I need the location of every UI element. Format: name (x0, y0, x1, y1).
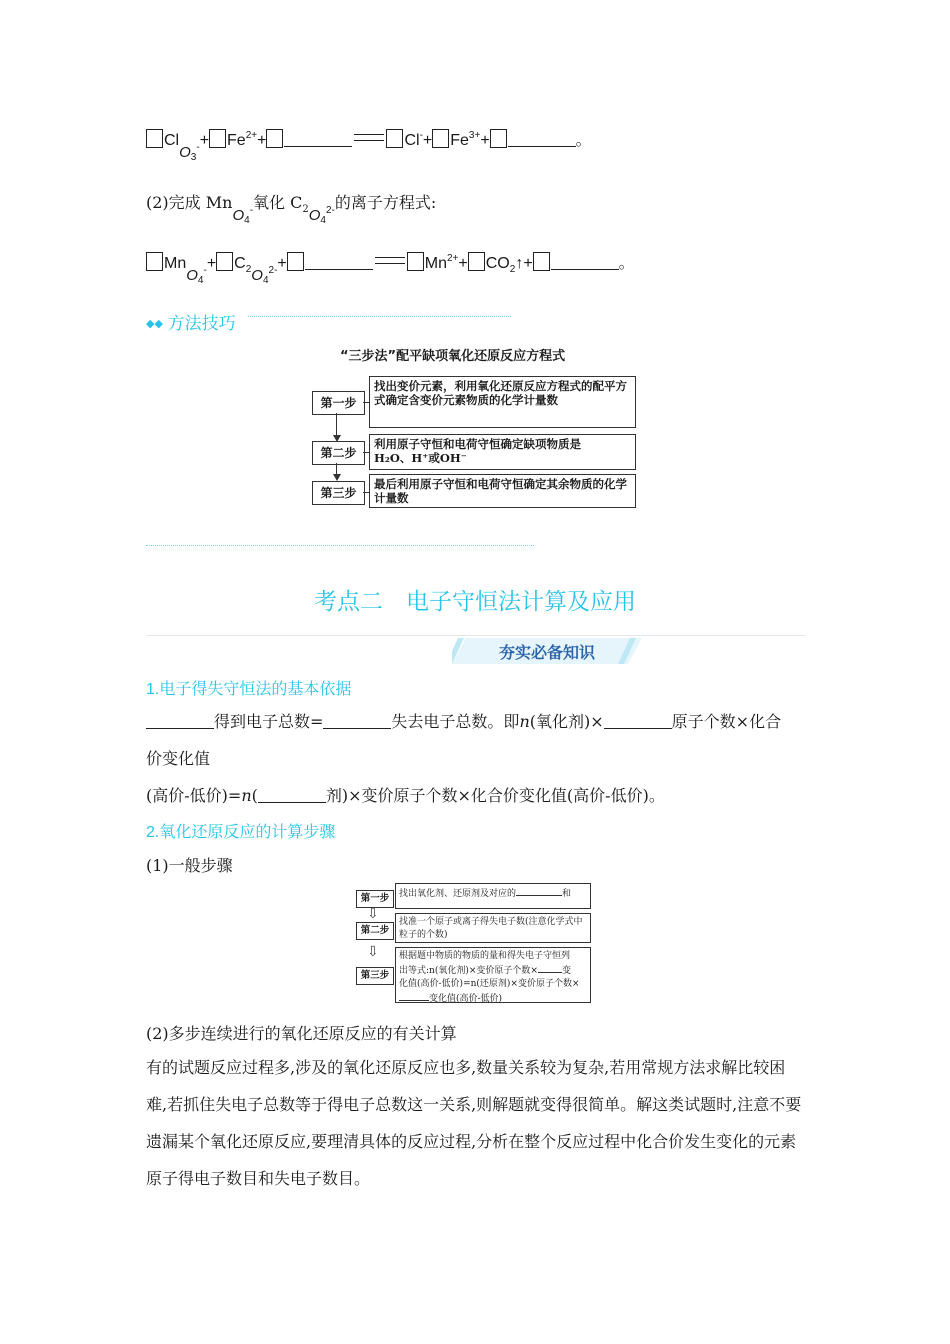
answer-blank[interactable] (508, 132, 576, 147)
diamond-icon: ◆◆ (146, 318, 163, 330)
d2-step-1-box: 找出氧化剂、还原剂及对应的 和 (395, 883, 591, 909)
coefficient-box (468, 252, 485, 271)
answer-blank[interactable] (284, 132, 352, 147)
coefficient-box (146, 129, 163, 148)
answer-blank[interactable] (551, 255, 619, 270)
coefficient-box (216, 252, 233, 271)
heading-1: 1.电子得失守恒法的基本依据 (146, 681, 352, 698)
step-2-label: 第二步 (312, 441, 365, 465)
d2-step-3-box: 根据题中物质的物质的量和得失电子守恒列 出等式:n(氧化剂)×变价原子个数× 变 化值(高价-低价)=n(还原剂)×变价原子个数× 变化值(高价-低价) (395, 947, 591, 1003)
banner-text: 夯实必备知识 (498, 643, 595, 662)
chem-symbol: Cl (164, 132, 180, 149)
paragraph-1-line-3: (高价-低价)=n( 剂)×变价原子个数×化合价变化值(高价-低价)。 (146, 786, 665, 805)
step-3-box: 最后利用原子守恒和电荷守恒确定其余物质的化学计量数 (369, 474, 636, 508)
step-2-box: 利用原子守恒和电荷守恒确定缺项物质是 H₂O、H⁺或OH⁻ (369, 434, 636, 470)
answer-blank[interactable] (538, 963, 562, 973)
answer-blank[interactable] (399, 991, 429, 1001)
plus-sign: + (199, 132, 210, 149)
equation-2: $MnO_4^-+ C_2O_4^{2-}+ Mn^{2+}+$ $CO_2↑+$ 。 (146, 250, 635, 286)
section-divider (146, 545, 534, 546)
subheading-1: (1)一般步骤 (146, 856, 233, 875)
coefficient-box (533, 252, 550, 271)
diagram-title: “三步法”配平缺项氧化还原反应方程式 (340, 349, 566, 364)
d2-step-2-label: 第二步 (356, 922, 394, 940)
coefficient-box (287, 252, 304, 271)
paragraph-1-line-1: 得到电子总数= 失去电子总数。即n(氧化剂)× 原子个数×化合 (146, 709, 781, 732)
answer-blank[interactable] (305, 255, 373, 270)
hollow-down-arrow-icon: ⇩ (367, 906, 379, 922)
arrow-head-icon (333, 474, 341, 481)
coefficient-box (146, 252, 163, 271)
answer-blank[interactable] (604, 714, 672, 729)
section-title: 考点二 电子守恒法计算及应用 (314, 588, 636, 614)
paragraph-2: 有的试题反应过程多,涉及的氧化还原反应也多,数量关系较为复杂,若用常规方法求解比较困难,若抓住失电子总数等于得电子总数这一关系,则解题就变得很简单。解这类试题时,注意不要遗漏某个氧化还原反应,要理清具体的反应过程,分析在整个反应过程中化合价发生变化的元素原子得电子数目和失电子数目。 (146, 1058, 802, 1188)
answer-blank[interactable] (323, 714, 391, 729)
d2-step-2-box: 找准一个原子或离子得失电子数(注意化学式中粒子的个数) (395, 913, 591, 943)
coefficient-box (490, 129, 507, 148)
equals-sign (375, 257, 405, 264)
method-heading: ◆◆ 方法技巧 (146, 314, 236, 333)
chem-subscript-group: $O_3^-$ (179, 142, 200, 163)
section-rule (146, 635, 806, 636)
coefficient-box (432, 129, 449, 148)
subheading-2: (2)多步连续进行的氧化还原反应的有关计算 (146, 1024, 457, 1043)
question-2: (2)完成 MnO$_4$-氧化 $C_2O_4^{2-}$的离子方程式: (146, 193, 437, 226)
answer-blank[interactable] (516, 886, 562, 896)
answer-blank[interactable] (258, 788, 326, 803)
answer-blank[interactable] (146, 714, 214, 729)
d2-step-3-label: 第三步 (356, 967, 394, 985)
equation-1: $ClO_3^-+ Fe^{2+}+ Cl^-+ Fe^{3+}+$ 。 (146, 127, 592, 163)
coefficient-box (407, 252, 424, 271)
step-1-label: 第一步 (312, 391, 365, 415)
divider (248, 316, 511, 317)
d2-step-1-label: 第一步 (356, 890, 394, 908)
coefficient-box (209, 129, 226, 148)
coefficient-box (266, 129, 283, 148)
heading-2: 2.氧化还原反应的计算步骤 (146, 824, 336, 841)
step-1-box: 找出变价元素，利用氧化还原反应方程式的配平方式确定含变价元素物质的化学计量数 (369, 376, 636, 428)
coefficient-box (386, 129, 403, 148)
hollow-down-arrow-icon: ⇩ (367, 944, 379, 960)
banner (452, 638, 642, 664)
paragraph-1-line-2: 价变化值 (146, 749, 211, 768)
equals-sign (354, 134, 384, 141)
step-3-label: 第三步 (312, 481, 365, 505)
